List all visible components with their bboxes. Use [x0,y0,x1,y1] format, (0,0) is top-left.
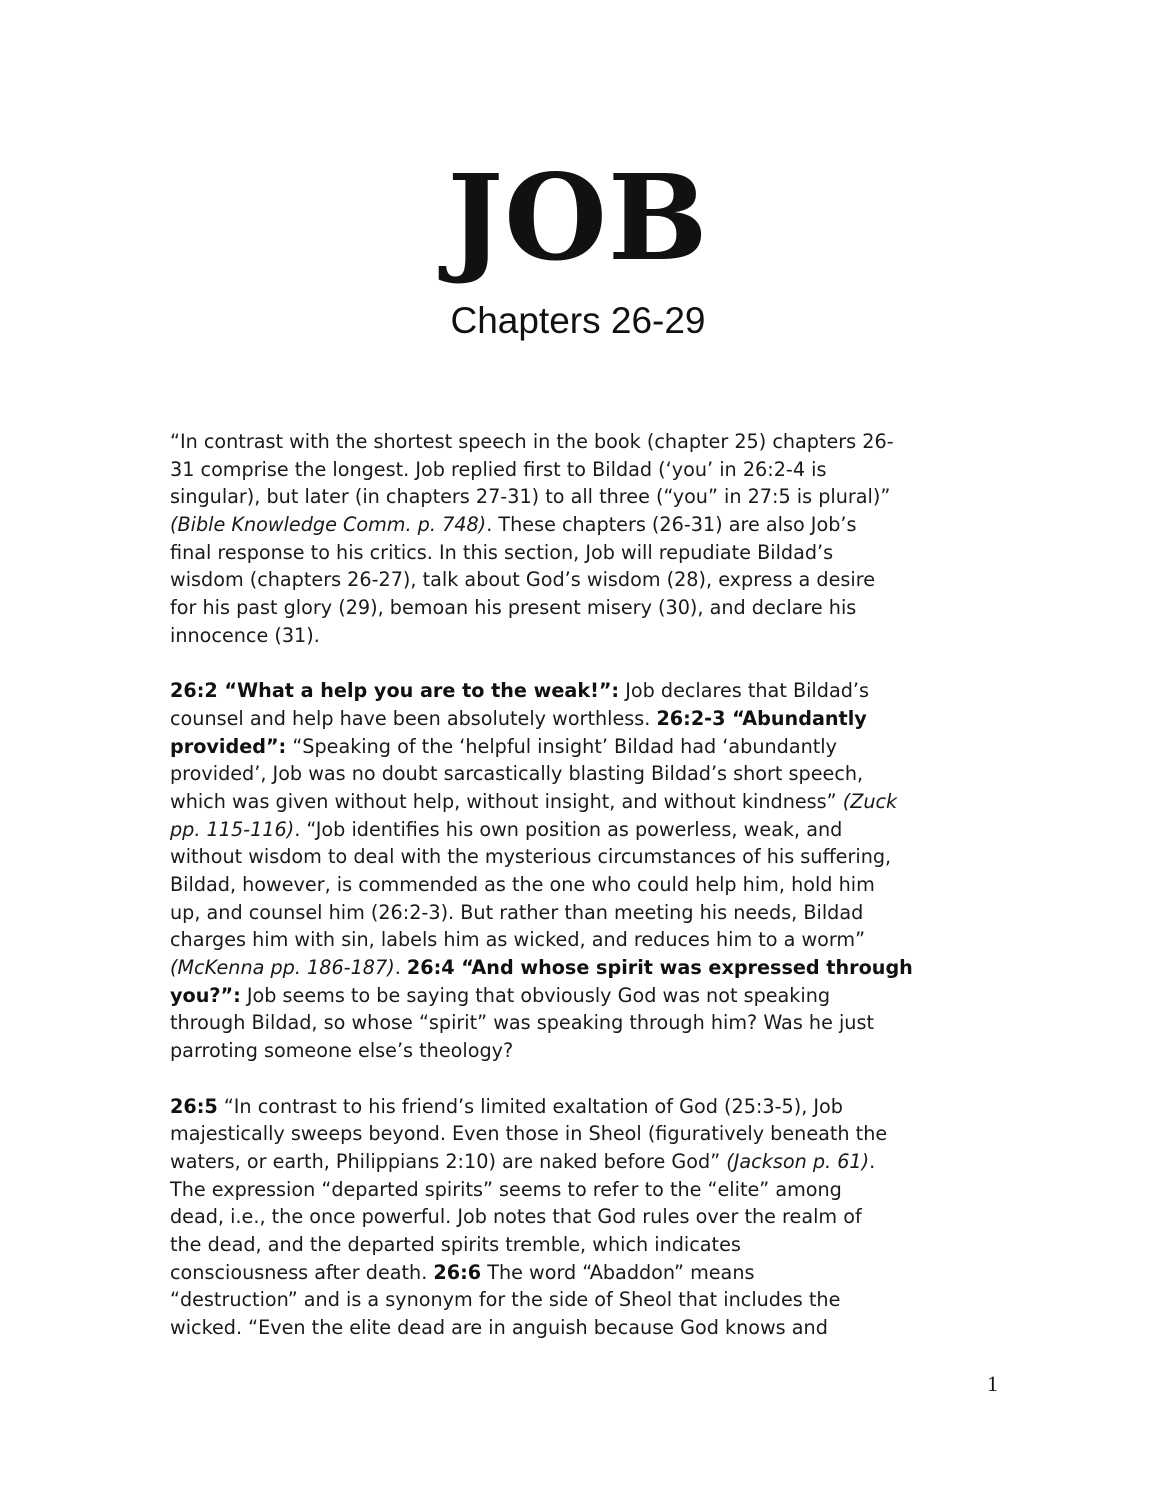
text-line [170,1120,1000,1148]
citation: pp. 115-116) [170,817,295,841]
paragraph [170,677,1000,1065]
text-line [170,511,1000,539]
text-run: Job declares that Bildad’s [619,679,869,703]
verse-reference: you?”: [170,983,241,1007]
verse-reference: 26:4 “And whose spirit was expressed through [406,956,913,980]
verse-reference: provided”: [170,734,287,758]
verse-reference: 26:2-3 “Abundantly [656,706,867,730]
paragraph [170,428,1000,650]
text-run: provided’, Job was no doubt sarcastically blasting Bildad’s short speech, [170,762,864,786]
text-line [170,843,1000,871]
text-run: . [869,1149,876,1173]
citation: (Jackson p. 61) [726,1149,870,1173]
text-line [170,1148,1000,1176]
text-line [170,428,1000,456]
text-run: up, and counsel him (26:2-3). But rather than meeting his needs, Bildad [170,900,864,924]
text-line [170,566,1000,594]
text-run: the dead, and the departed spirits tremble, which indicates [170,1232,741,1256]
text-line [170,1286,1000,1314]
page-number: 1 [987,1371,998,1396]
text-line [170,816,1000,844]
text-run: dead, i.e., the once powerful. Job notes that God rules over the realm of [170,1205,862,1229]
text-run: for his past glory (29), bemoan his present misery (30), and declare his [170,596,857,620]
text-line [170,622,1000,650]
text-run: 31 comprise the longest. Job replied first to Bildad (‘you’ in 26:2-4 is [170,457,827,481]
body-text [170,428,1000,1369]
citation: (Bible Knowledge Comm. p. 748) [170,513,487,537]
text-run: The word “Abaddon” means [481,1260,755,1284]
text-line [170,1203,1000,1231]
text-line [170,760,1000,788]
text-run: . [394,956,407,980]
text-line [170,677,1000,705]
text-run: “destruction” and is a synonym for the side of Sheol that includes the [170,1288,841,1312]
text-line [170,733,1000,761]
text-run: “Speaking of the ‘helpful insight’ Bildad had ‘abundantly [286,734,837,758]
text-run: final response to his critics. In this section, Job will repudiate Bildad’s [170,540,834,564]
text-run: “In contrast with the shortest speech in the book (chapter 25) chapters 26- [170,430,894,453]
text-run: which was given without help, without insight, and without kindness” [170,789,843,813]
text-line [170,954,1000,982]
text-line [170,982,1000,1010]
text-line [170,1037,1000,1065]
text-line [170,1093,1000,1121]
text-run: charges him with sin, labels him as wicked, and reduces him to a worm” [170,928,866,952]
text-run: Job seems to be saying that obviously God was not speaking [240,983,831,1007]
text-run: The expression “departed spirits” seems to refer to the “elite” among [170,1177,842,1201]
text-line [170,1314,1000,1342]
text-line [170,539,1000,567]
text-line [170,594,1000,622]
text-line [170,456,1000,484]
text-run: parroting someone else’s theology? [170,1039,514,1063]
verse-reference: 26:2 “What a help you are to the weak!”: [170,679,620,703]
paragraph [170,1093,1000,1342]
text-line [170,705,1000,733]
text-run: Bildad, however, is commended as the one who could help him, hold him [170,873,875,896]
text-run: wisdom (chapters 26-27), talk about God’s wisdom (28), express a desire [170,568,875,592]
text-line [170,871,1000,899]
text-line [170,483,1000,511]
text-run: counsel and help have been absolutely worthless. [170,706,657,730]
text-run: waters, or earth, Philippians 2:10) are naked before God” [170,1149,727,1173]
text-line [170,1176,1000,1204]
text-run: without wisdom to deal with the mysterious circumstances of his suffering, [170,845,892,869]
text-line [170,899,1000,927]
text-run: singular), but later (in chapters 27-31) to all three (“you” in 27:5 is plural)” [170,485,891,509]
text-run: majestically sweeps beyond. Even those in Sheol (figuratively beneath the [170,1122,888,1146]
text-run: . “Job identifies his own position as powerless, weak, and [294,817,843,841]
text-run: through Bildad, so whose “spirit” was speaking through him? Was he just [170,1011,874,1035]
citation: (Zuck [842,789,898,813]
page-subtitle: Chapters 26-29 [450,300,706,341]
text-run: innocence (31). [170,623,320,647]
text-line [170,788,1000,816]
citation: (McKenna pp. 186-187) [170,956,395,980]
page-title: JOB [447,148,709,287]
text-run: . These chapters (26-31) are also Job’s [486,513,857,537]
verse-reference: 26:5 [170,1094,218,1118]
text-run: consciousness after death. [170,1260,434,1284]
verse-reference: 26:6 [433,1260,482,1284]
text-run: wicked. “Even the elite dead are in anguish because God knows and [170,1316,828,1339]
text-line [170,926,1000,954]
text-line [170,1231,1000,1259]
text-line [170,1259,1000,1287]
text-run: “In contrast to his friend’s limited exaltation of God (25:3-5), Job [217,1094,843,1118]
text-line [170,1009,1000,1037]
